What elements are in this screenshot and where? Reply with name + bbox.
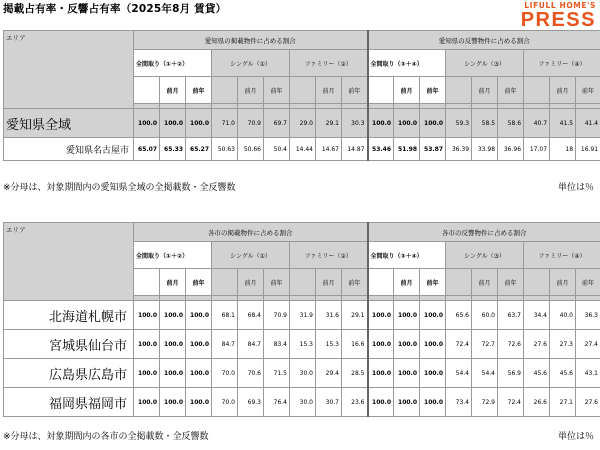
month-label-cur [368,77,394,104]
value-cell: 14.67 [316,138,342,161]
value-cell: 45.6 [524,359,550,388]
value-cell: 60.0 [472,301,498,330]
value-cell: 70.0 [212,359,238,388]
month-label-prev: 前月 [550,269,576,296]
value-cell: 15.3 [316,330,342,359]
value-cell: 100.0 [420,109,446,138]
value-cell: 50.4 [264,138,290,161]
value-cell: 100.0 [134,109,160,138]
value-cell: 16.6 [342,330,368,359]
value-cell: 70.9 [264,301,290,330]
value-cell: 30.3 [342,109,368,138]
value-cell: 54.4 [472,359,498,388]
value-cell: 76.4 [264,388,290,417]
family-header: ファミリー（④） [524,242,600,269]
value-cell: 50.66 [238,138,264,161]
value-cell: 65.6 [446,301,472,330]
value-cell: 100.0 [394,109,420,138]
value-cell: 40.7 [524,109,550,138]
value-cell: 100.0 [186,359,212,388]
all-layout-header: 全間取り（③＋④） [368,50,446,77]
value-cell: 41.4 [576,109,600,138]
value-cell: 100.0 [134,359,160,388]
value-cell: 100.0 [420,359,446,388]
header-group-row [4,223,600,242]
area-name: 北海道札幌市 [4,301,134,330]
month-label-cur [524,269,550,296]
value-cell: 27.3 [550,330,576,359]
value-cell: 41.5 [550,109,576,138]
value-cell: 31.6 [316,301,342,330]
month-label-prev: 前月 [394,77,420,104]
value-cell: 100.0 [368,330,394,359]
value-cell: 29.1 [316,109,342,138]
all-layout-header: 全間取り（③＋④） [368,242,446,269]
area-name: 宮城県仙台市 [4,330,134,359]
value-cell: 72.9 [472,388,498,417]
data-row [4,109,600,138]
group-header-response: 各市の反響物件に占める割合 [368,223,600,242]
cities-share-table [3,222,600,417]
month-label-yoy: 前年 [264,269,290,296]
value-cell: 30.0 [290,359,316,388]
single-header: シングル（③） [446,50,524,77]
table1-unit: 単位は％ [557,183,594,193]
area-name: 愛知県全域 [4,109,134,138]
data-row [4,301,600,330]
value-cell: 100.0 [420,301,446,330]
aichi-share-table [3,30,600,161]
month-label-cur [446,269,472,296]
month-label-cur [524,77,550,104]
all-layout-header: 全間取り（①＋②） [134,50,212,77]
value-cell: 70.6 [238,359,264,388]
value-cell: 65.07 [134,138,160,161]
month-label-yoy: 前年 [498,269,524,296]
value-cell: 68.4 [238,301,264,330]
month-label-cur [212,77,238,104]
value-cell: 72.7 [472,330,498,359]
value-cell: 100.0 [420,388,446,417]
value-cell: 100.0 [134,301,160,330]
month-label-yoy: 前年 [576,77,600,104]
data-row [4,138,600,161]
lifull-homes-press-logo [504,1,596,33]
value-cell: 40.0 [550,301,576,330]
month-label-yoy: 前年 [264,77,290,104]
value-cell: 100.0 [368,388,394,417]
value-cell: 65.27 [186,138,212,161]
value-cell: 65.33 [160,138,186,161]
value-cell: 72.4 [446,330,472,359]
value-cell: 36.3 [576,301,600,330]
value-cell: 29.1 [342,301,368,330]
value-cell: 100.0 [160,330,186,359]
family-header: ファミリー（②） [290,50,368,77]
value-cell: 71.0 [212,109,238,138]
month-label-yoy: 前年 [186,269,212,296]
month-label-prev: 前月 [472,269,498,296]
area-header: エリア [4,31,134,109]
value-cell: 100.0 [394,301,420,330]
month-label-prev: 前月 [160,77,186,104]
value-cell: 69.3 [238,388,264,417]
value-cell: 18 [550,138,576,161]
value-cell: 100.0 [394,330,420,359]
logo-main-text: PRESS [520,9,596,31]
value-cell: 72.4 [498,388,524,417]
value-cell: 100.0 [420,330,446,359]
all-layout-header: 全間取り（①＋②） [134,242,212,269]
month-label-cur [212,269,238,296]
group-header-listing: 愛知県の掲載物件に占める割合 [134,31,368,50]
table2-note: ※分母は、対象期間内の各市の全掲載数・全反響数 [3,432,209,442]
value-cell: 54.4 [446,359,472,388]
month-label-yoy: 前年 [342,269,368,296]
value-cell: 53.46 [368,138,394,161]
value-cell: 70.9 [238,109,264,138]
value-cell: 100.0 [368,359,394,388]
month-label-yoy: 前年 [186,77,212,104]
value-cell: 72.6 [498,330,524,359]
month-label-yoy: 前年 [576,269,600,296]
logo-subtext: LIFULL HOME'S [524,1,596,10]
value-cell: 100.0 [160,388,186,417]
value-cell: 16.91 [576,138,600,161]
value-cell: 36.39 [446,138,472,161]
month-label-yoy: 前年 [420,77,446,104]
value-cell: 27.1 [550,388,576,417]
value-cell: 58.5 [472,109,498,138]
value-cell: 100.0 [394,388,420,417]
value-cell: 84.7 [212,330,238,359]
month-label-cur [290,269,316,296]
month-label-prev: 前月 [472,77,498,104]
value-cell: 58.6 [498,109,524,138]
value-cell: 100.0 [134,330,160,359]
value-cell: 100.0 [160,301,186,330]
value-cell: 100.0 [186,388,212,417]
single-header: シングル（③） [446,242,524,269]
month-label-prev: 前月 [238,269,264,296]
month-label-prev: 前月 [238,77,264,104]
value-cell: 100.0 [368,109,394,138]
value-cell: 34.4 [524,301,550,330]
month-label-prev: 前月 [316,269,342,296]
month-label-cur [368,269,394,296]
value-cell: 71.5 [264,359,290,388]
value-cell: 100.0 [186,330,212,359]
value-cell: 68.1 [212,301,238,330]
month-label-yoy: 前年 [498,77,524,104]
value-cell: 100.0 [160,109,186,138]
family-header: ファミリー（④） [524,50,600,77]
value-cell: 28.5 [342,359,368,388]
value-cell: 100.0 [160,359,186,388]
month-label-yoy: 前年 [420,269,446,296]
value-cell: 17.07 [524,138,550,161]
value-cell: 33.98 [472,138,498,161]
value-cell: 56.9 [498,359,524,388]
value-cell: 50.63 [212,138,238,161]
table2-unit: 単位は％ [557,432,594,442]
single-header: シングル（①） [212,242,290,269]
value-cell: 53.87 [420,138,446,161]
area-name: 広島県広島市 [4,359,134,388]
value-cell: 45.6 [550,359,576,388]
month-label-prev: 前月 [160,269,186,296]
group-header-listing: 各市の掲載物件に占める割合 [134,223,368,242]
value-cell: 84.7 [238,330,264,359]
value-cell: 14.87 [342,138,368,161]
value-cell: 100.0 [368,301,394,330]
value-cell: 73.4 [446,388,472,417]
value-cell: 30.7 [316,388,342,417]
month-label-yoy: 前年 [342,77,368,104]
value-cell: 29.0 [290,109,316,138]
single-header: シングル（①） [212,50,290,77]
month-label-prev: 前月 [316,77,342,104]
value-cell: 43.1 [576,359,600,388]
value-cell: 23.6 [342,388,368,417]
value-cell: 69.7 [264,109,290,138]
page-title: 掲載占有率・反響占有率（2025年8月 賃貸） [3,3,227,15]
data-row [4,359,600,388]
value-cell: 51.98 [394,138,420,161]
value-cell: 100.0 [186,301,212,330]
value-cell: 14.44 [290,138,316,161]
value-cell: 30.0 [290,388,316,417]
value-cell: 27.6 [576,388,600,417]
month-label-prev: 前月 [550,77,576,104]
value-cell: 15.3 [290,330,316,359]
month-label-prev: 前月 [394,269,420,296]
month-label-cur [134,269,160,296]
value-cell: 26.6 [524,388,550,417]
value-cell: 29.4 [316,359,342,388]
value-cell: 100.0 [186,109,212,138]
area-name: 福岡県福岡市 [4,388,134,417]
value-cell: 63.7 [498,301,524,330]
value-cell: 83.4 [264,330,290,359]
group-header-response: 愛知県の反響物件に占める割合 [368,31,600,50]
value-cell: 27.6 [524,330,550,359]
family-header: ファミリー（②） [290,242,368,269]
data-row [4,388,600,417]
area-name: 愛知県名古屋市 [4,138,134,161]
area-header: エリア [4,223,134,301]
value-cell: 100.0 [134,388,160,417]
data-row [4,330,600,359]
value-cell: 27.4 [576,330,600,359]
value-cell: 36.96 [498,138,524,161]
header-group-row [4,31,600,50]
value-cell: 100.0 [394,359,420,388]
table1-note: ※分母は、対象期間内の愛知県全域の全掲載数・全反響数 [3,183,236,193]
value-cell: 70.0 [212,388,238,417]
month-label-cur [134,77,160,104]
value-cell: 31.9 [290,301,316,330]
month-label-cur [446,77,472,104]
month-label-cur [290,77,316,104]
value-cell: 59.3 [446,109,472,138]
